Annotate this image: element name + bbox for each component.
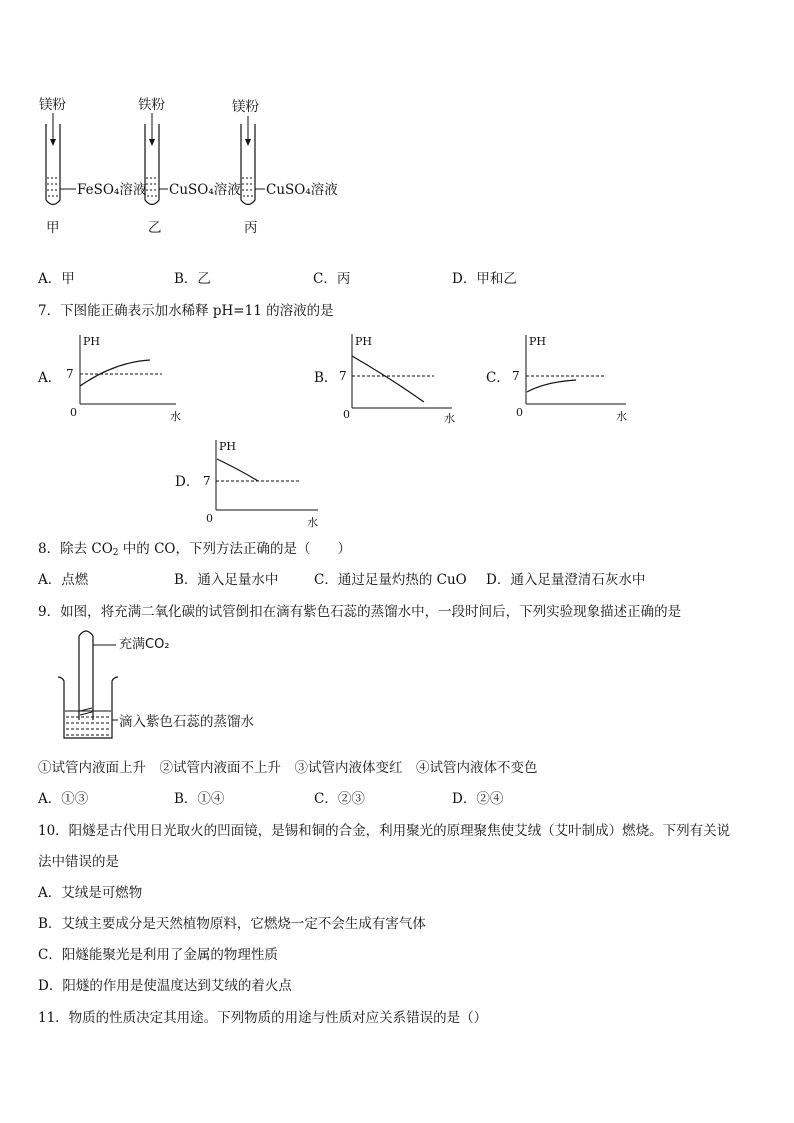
q9-option-c[interactable]: C．②③ xyxy=(314,791,365,807)
q7-option-c-letter[interactable]: C． xyxy=(486,370,510,386)
q6-option-d[interactable]: D．甲和乙 xyxy=(452,271,517,287)
q7-option-b-letter[interactable]: B． xyxy=(314,370,338,386)
q8-option-b[interactable]: B．通入足量水中 xyxy=(174,572,279,588)
tube-b-metal-label: 铁粉 xyxy=(138,97,165,113)
q9-statements: ①试管内液面上升 ②试管内液面不上升 ③试管内液体变红 ④试管内液体不变色 xyxy=(38,760,538,776)
tube-c-solution-label: CuSO₄溶液 xyxy=(266,182,338,198)
q10-option-c[interactable]: C．阳燧能聚光是利用了金属的物理性质 xyxy=(38,947,278,963)
tube-a-name: 甲 xyxy=(46,220,60,236)
graph-a-x-label: 水 xyxy=(170,410,181,423)
q9-option-b[interactable]: B．①④ xyxy=(174,791,225,807)
q9-option-a[interactable]: A．①③ xyxy=(38,791,89,807)
q11-question: 11．物质的性质决定其用途。下列物质的用途与性质对应关系错误的是（） xyxy=(38,1010,488,1026)
graph-a-origin: 0 xyxy=(70,406,77,419)
graph-d-ref-label: 7 xyxy=(203,474,211,488)
q10-question-line2: 法中错误的是 xyxy=(38,854,119,870)
q6-option-c[interactable]: C．丙 xyxy=(313,271,351,287)
graph-a-ref-label: 7 xyxy=(66,367,74,381)
q8-option-d[interactable]: D．通入足量澄清石灰水中 xyxy=(486,572,646,588)
graph-b-origin: 0 xyxy=(343,408,350,421)
tube-a-metal-label: 镁粉 xyxy=(39,97,66,113)
q10-option-b[interactable]: B．艾绒主要成分是天然植物原料，它燃烧一定不会生成有害气体 xyxy=(38,916,426,932)
q8-question-pre: 8．除去 CO xyxy=(38,541,113,557)
tube-b-solution-label: CuSO₄溶液 xyxy=(169,182,241,198)
beaker xyxy=(58,677,118,738)
q8-option-c[interactable]: C．通过足量灼热的 CuO xyxy=(314,572,467,588)
q7-option-a-letter[interactable]: A． xyxy=(38,370,62,386)
q9-tube-label: 充满CO₂ xyxy=(119,637,170,652)
q9-question: 9．如图，将充满二氧化碳的试管倒扣在滴有紫色石蕊的蒸馏水中，一段时间后，下列实验现象描述正确的是 xyxy=(38,604,682,620)
q8-option-a[interactable]: A．点燃 xyxy=(38,572,89,588)
graph-b-y-label: PH xyxy=(355,335,372,348)
tube-b-name: 乙 xyxy=(148,220,162,236)
graph-c-x-label: 水 xyxy=(616,410,627,423)
graph-b-ref-label: 7 xyxy=(339,369,347,383)
graph-c-y-label: PH xyxy=(529,335,546,348)
q9-water-label: 滴入紫色石蕊的蒸馏水 xyxy=(119,714,254,730)
graph-c-origin: 0 xyxy=(516,406,523,419)
tube-c-name: 丙 xyxy=(244,220,258,236)
graph-d-origin: 0 xyxy=(206,512,213,525)
q6-option-b[interactable]: B．乙 xyxy=(174,271,211,287)
q10-option-a[interactable]: A．艾绒是可燃物 xyxy=(38,885,143,901)
graph-d-x-label: 水 xyxy=(307,516,318,529)
q7-question: 7．下图能正确表示加水稀释 pH=11 的溶液的是 xyxy=(38,303,334,319)
graph-c-ref-label: 7 xyxy=(512,369,520,383)
q8-question-sub: 2 xyxy=(112,548,119,558)
graph-a-y-label: PH xyxy=(83,335,100,348)
q10-option-d[interactable]: D．阳燧的作用是使温度达到艾绒的着火点 xyxy=(38,978,292,994)
graph-b-x-label: 水 xyxy=(444,412,455,425)
q7-option-d-letter[interactable]: D． xyxy=(175,474,200,490)
inverted-test-tube xyxy=(79,631,93,720)
q8-question-post: 中的 CO，下列方法正确的是（ ） xyxy=(118,541,351,557)
tube-c-metal-label: 镁粉 xyxy=(232,99,259,115)
q9-option-d[interactable]: D．②④ xyxy=(452,791,504,807)
q10-question-line1: 10．阳燧是古代用日光取火的凹面镜，是锡和铜的合金，利用聚光的原理聚焦使艾绒（艾叶制成）燃烧。下列有关说 xyxy=(38,823,731,839)
q6-option-a[interactable]: A．甲 xyxy=(38,271,75,287)
graph-d-y-label: PH xyxy=(219,440,236,453)
tube-a-solution-label: FeSO₄溶液 xyxy=(77,182,147,198)
